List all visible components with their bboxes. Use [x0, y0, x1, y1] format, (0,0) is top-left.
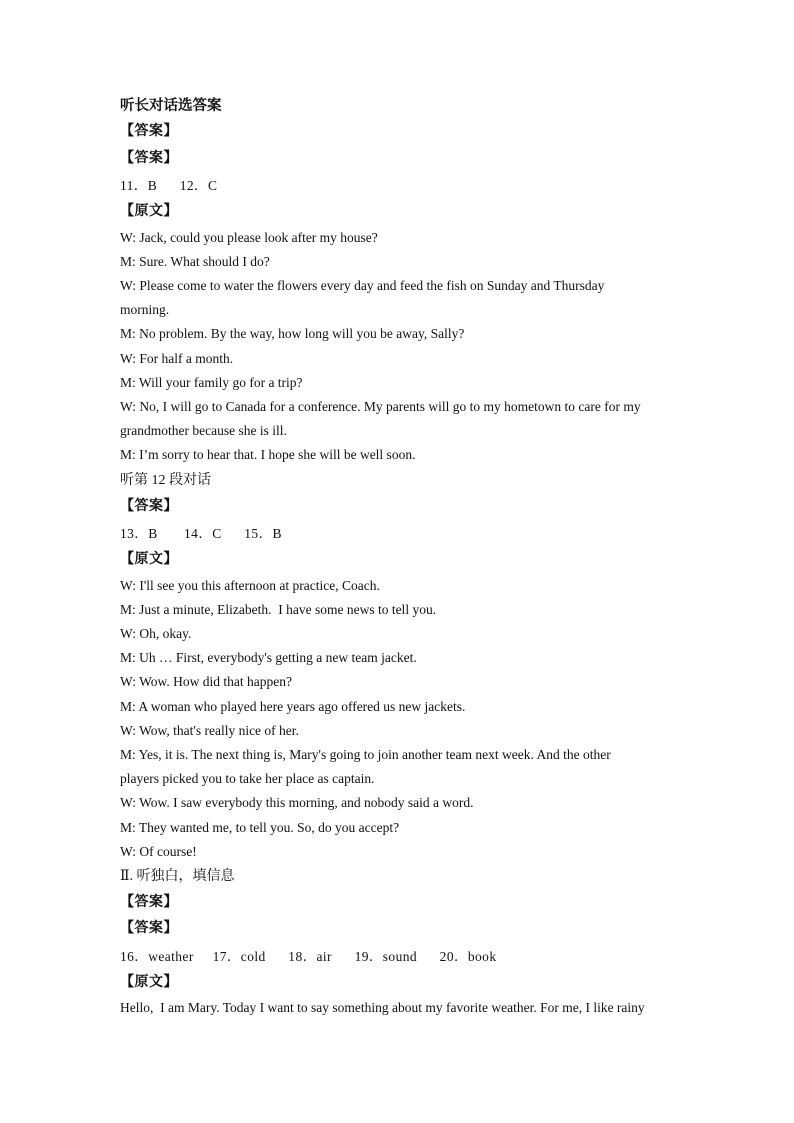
transcript-line: M: A woman who played here years ago offered us new jackets. — [120, 698, 466, 714]
document-content — [120, 94, 666, 1021]
bracket-label: 【答案】 — [120, 921, 178, 937]
transcript-line: W: Please come to water the flowers every day and feed the fish on Sunday and Thursday — [120, 277, 605, 293]
transcript-line: M: Uh … First, everybody's getting a new team jacket. — [120, 650, 417, 666]
bracket-label: 【原文】 — [120, 204, 178, 219]
section-heading: 听长对话选答案 — [120, 98, 222, 114]
transcript-line: M: Sure. What should I do? — [120, 253, 270, 269]
transcript-line: W: I'll see you this afternoon at practice, Coach. — [120, 577, 380, 593]
section-title: Ⅱ. 听独白，填信息 — [120, 868, 235, 884]
transcript-line: Hello, I am Mary. Today I want to say something about my favorite weather. For me, I like rainy — [120, 1000, 645, 1016]
transcript-line: W: Wow, that's really nice of her. — [120, 722, 299, 738]
transcript-line: W: Of course! — [120, 843, 197, 859]
transcript-line: players picked you to take her place as captain. — [120, 771, 375, 787]
bracket-label: 【答案】 — [120, 894, 178, 910]
bracket-label: 【原文】 — [120, 552, 178, 568]
transcript-line: W: Wow. I saw everybody this morning, and nobody said a word. — [120, 795, 474, 811]
transcript-line: M: They wanted me, to tell you. So, do you accept? — [120, 819, 400, 835]
bracket-label: 【答案】 — [120, 498, 178, 514]
section-title: 听第 12 段对话 — [120, 472, 211, 488]
transcript-line: M: No problem. By the way, how long will you be away, Sally? — [120, 326, 465, 342]
transcript-line: W: Jack, could you please look after my house? — [120, 229, 378, 245]
transcript-line: M: Just a minute, Elizabeth. I have some news to tell you. — [120, 601, 437, 617]
bracket-label: 【原文】 — [120, 974, 178, 990]
transcript-line: M: Yes, it is. The next thing is, Mary's going to join another team next week. And the other — [120, 746, 611, 762]
transcript-line: W: Wow. How did that happen? — [120, 674, 292, 690]
answer-line: 13．B 14．C 15．B — [120, 526, 282, 542]
transcript-line: W: Oh, okay. — [120, 625, 192, 641]
transcript-line: W: For half a month. — [120, 350, 234, 366]
transcript-line: morning. — [120, 302, 170, 318]
transcript-line: M: Will your family go for a trip? — [120, 374, 303, 390]
answer-line: 11．B 12．C — [120, 178, 218, 193]
transcript-line: M: I’m sorry to hear that. I hope she will be well soon. — [120, 447, 416, 463]
bracket-label: 【答案】 — [120, 150, 178, 166]
transcript-line: W: No, I will go to Canada for a conference. My parents will go to my hometown to care for my — [120, 398, 641, 414]
bracket-label: 【答案】 — [120, 124, 178, 139]
answer-line: 16．weather 17．cold 18．air 19．sound 20．book — [120, 948, 497, 964]
transcript-line: grandmother because she is ill. — [120, 423, 287, 439]
